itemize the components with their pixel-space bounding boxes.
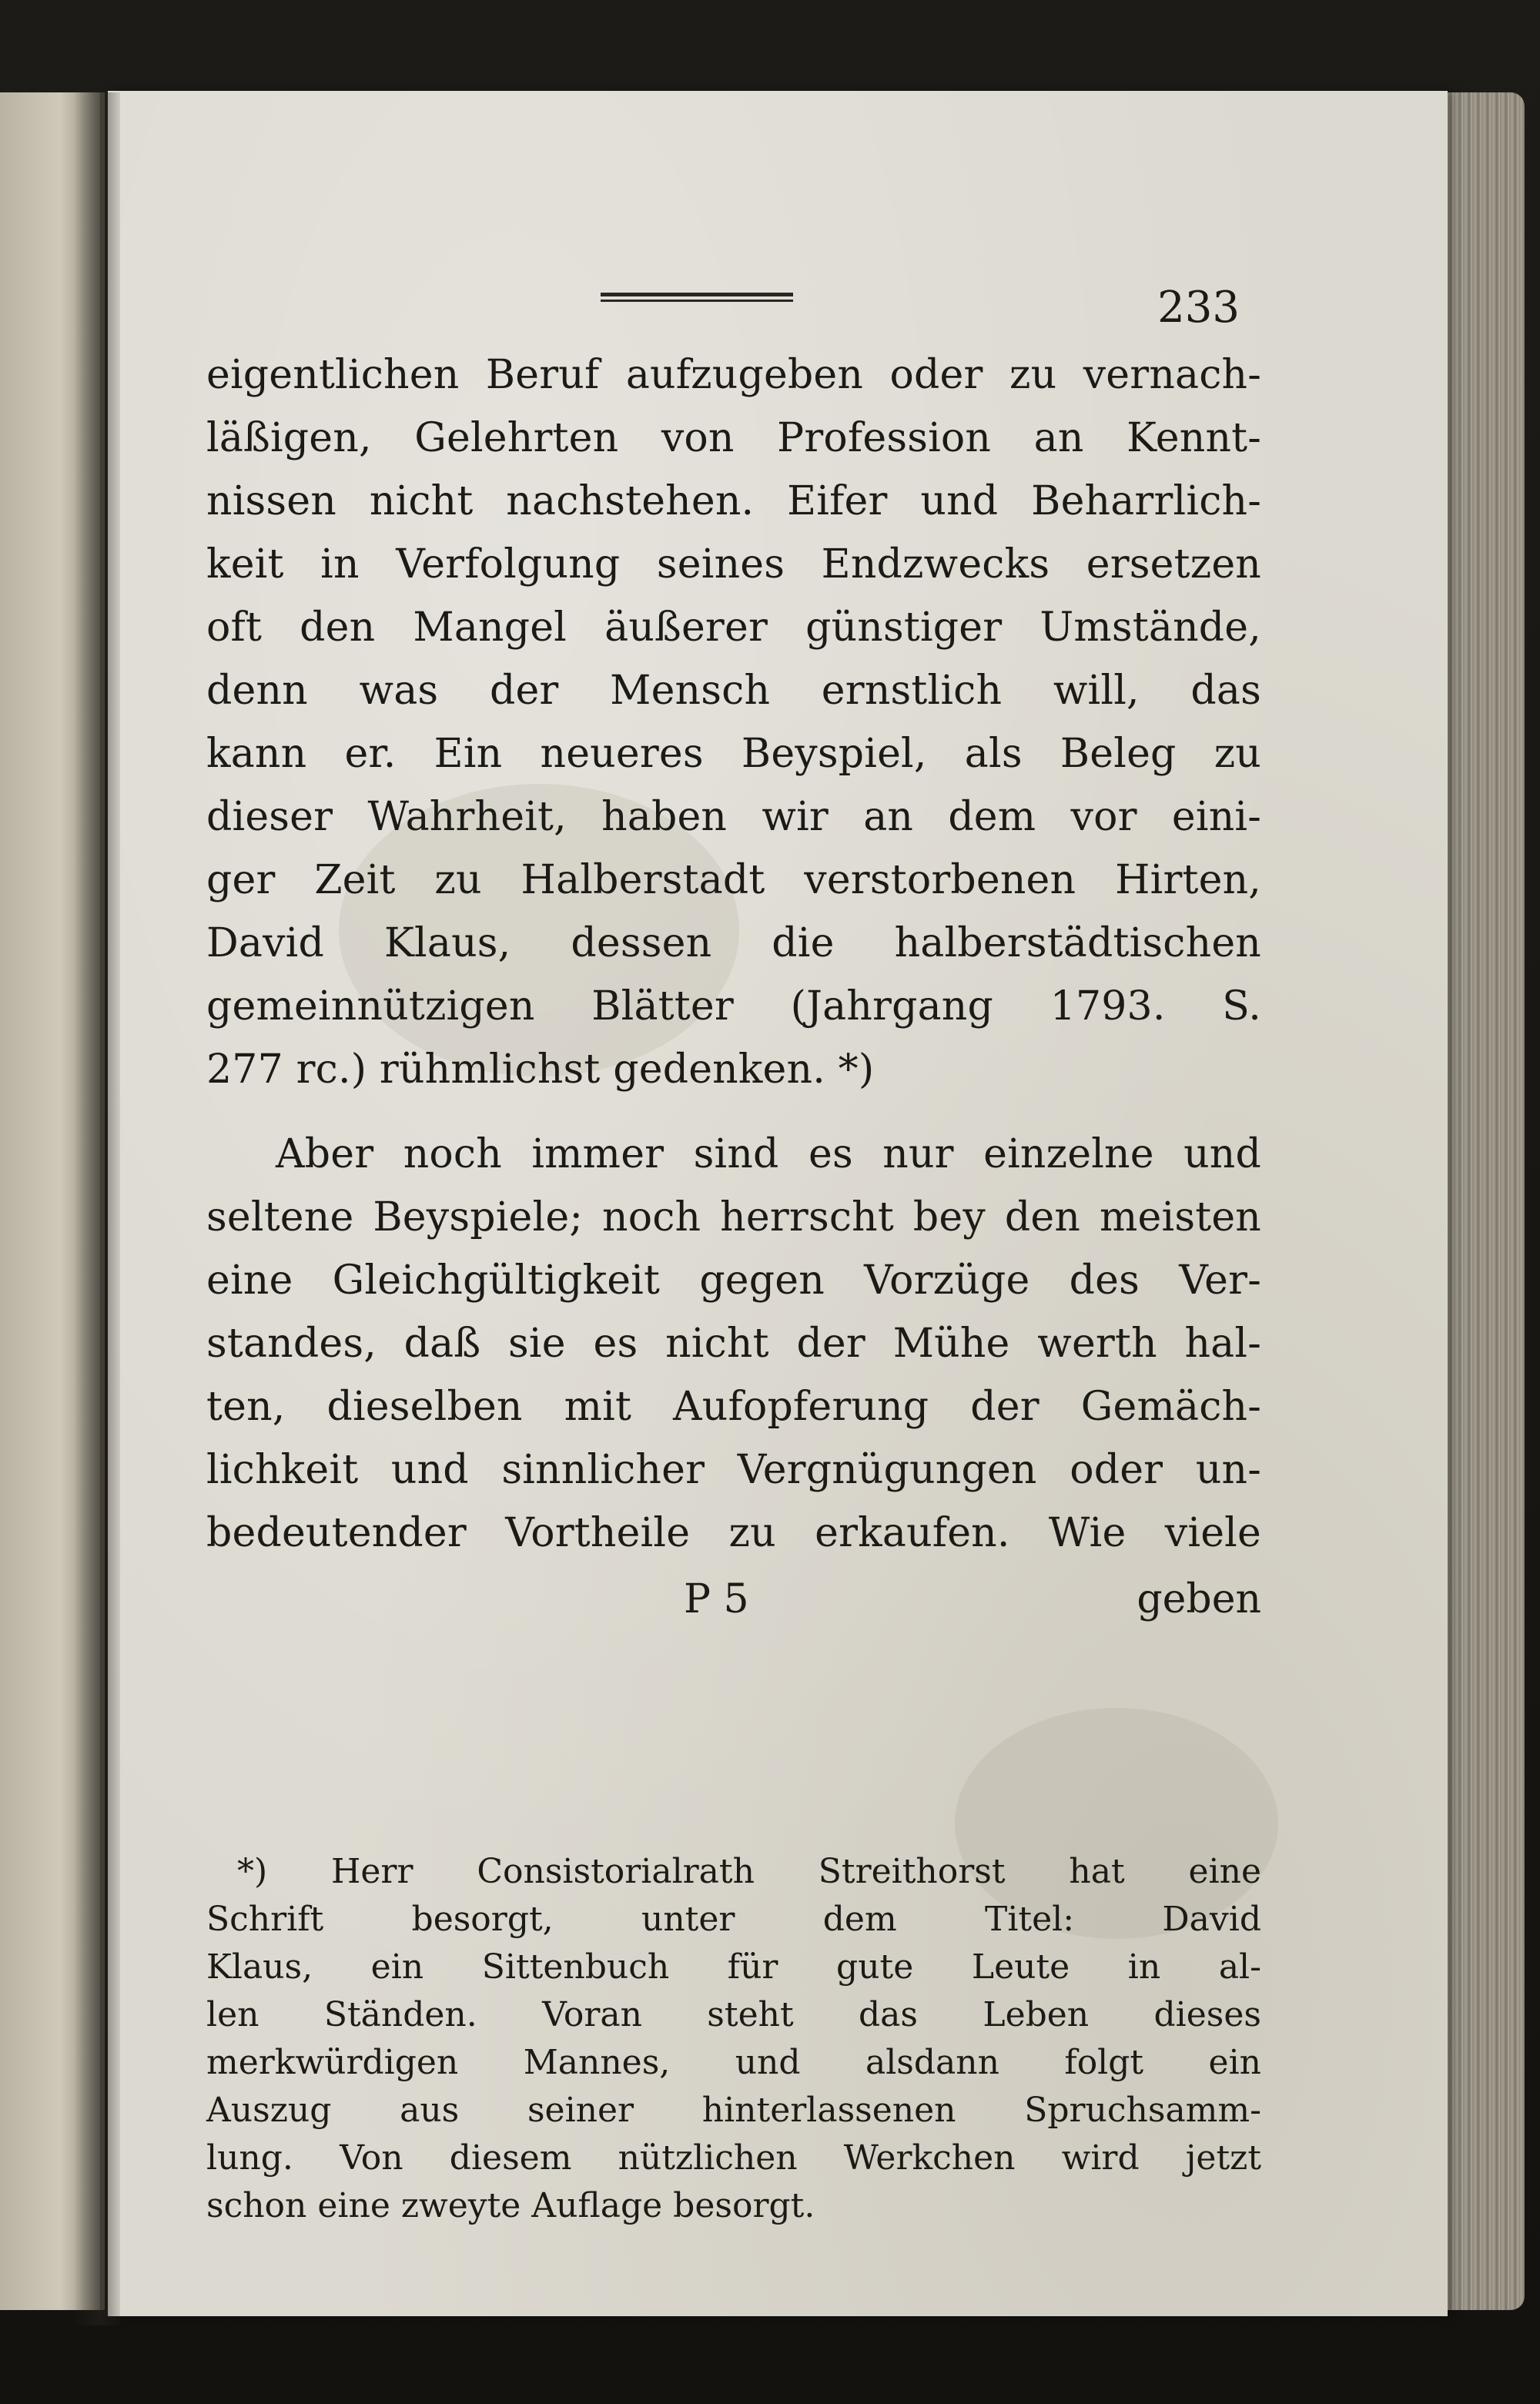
binding-gutter bbox=[74, 92, 120, 2325]
footnote bbox=[206, 1848, 1261, 2230]
text-line: nissen nicht nachstehen. Eifer und Beharrlich- bbox=[206, 478, 1261, 524]
text-line: eine Gleichgültigkeit gegen Vorzüge des Ver- bbox=[206, 1257, 1261, 1304]
footnote-line: schon eine zweyte Auflage besorgt. bbox=[206, 2186, 815, 2225]
footnote-line: len Ständen. Voran steht das Leben dieses bbox=[206, 1995, 1261, 2034]
text-line: bedeutender Vortheile zu erkaufen. Wie viele bbox=[206, 1510, 1261, 1556]
footnote-line: *) Herr Consistorialrath Streithorst hat eine bbox=[237, 1852, 1261, 1891]
text-line: läßigen, Gelehrten von Profession an Kennt- bbox=[206, 415, 1261, 461]
text-line: dieser Wahrheit, haben wir an dem vor eini- bbox=[206, 794, 1261, 840]
text-line: Aber noch immer sind es nur einzelne und bbox=[276, 1131, 1261, 1177]
text-line: eigentlichen Beruf aufzugeben oder zu vernach- bbox=[206, 352, 1261, 398]
text-line: seltene Beyspiele; noch herrscht bey den meisten bbox=[206, 1194, 1261, 1241]
footnote-line: Klaus, ein Sittenbuch für gute Leute in al- bbox=[206, 1947, 1261, 1987]
main-text bbox=[206, 343, 1261, 1631]
page-number: 233 bbox=[1157, 283, 1240, 333]
text-line: ger Zeit zu Halberstadt verstorbenen Hirten, bbox=[206, 857, 1261, 903]
text-line: standes, daß sie es nicht der Mühe werth hal- bbox=[206, 1321, 1261, 1367]
text-line: oft den Mangel äußerer günstiger Umstände, bbox=[206, 604, 1261, 651]
text-line: 277 rc.) rühmlichst gedenken. *) bbox=[206, 1046, 875, 1093]
signature-mark: P 5 bbox=[684, 1576, 749, 1622]
footnote-line: lung. Von diesem nützlichen Werkchen wird jetzt bbox=[206, 2138, 1261, 2178]
text-line: kann er. Ein neueres Beyspiel, als Beleg zu bbox=[206, 731, 1261, 777]
text-line: lichkeit und sinnlicher Vergnügungen oder un- bbox=[206, 1447, 1261, 1493]
book-page bbox=[108, 91, 1448, 2316]
signature-row bbox=[206, 1568, 1261, 1631]
text-line: denn was der Mensch ernstlich will, das bbox=[206, 668, 1261, 714]
text-line: gemeinnützigen Blätter (Jahrgang 1793. S. bbox=[206, 983, 1261, 1030]
footnote-line: merkwürdigen Mannes, und alsdann folgt ein bbox=[206, 2043, 1261, 2082]
header-rule bbox=[601, 293, 793, 302]
catchword: geben bbox=[1137, 1576, 1261, 1622]
text-line: keit in Verfolgung seines Endzwecks ersetzen bbox=[206, 541, 1261, 588]
footnote-line: Schrift besorgt, unter dem Titel: David bbox=[206, 1900, 1261, 1939]
paragraph-gap bbox=[206, 1101, 1261, 1123]
footnote-line: Auszug aus seiner hinterlassenen Spruchsamm- bbox=[206, 2091, 1261, 2130]
text-line: David Klaus, dessen die halberstädtischen bbox=[206, 920, 1261, 966]
text-line: ten, dieselben mit Aufopferung der Gemäch- bbox=[206, 1384, 1261, 1430]
